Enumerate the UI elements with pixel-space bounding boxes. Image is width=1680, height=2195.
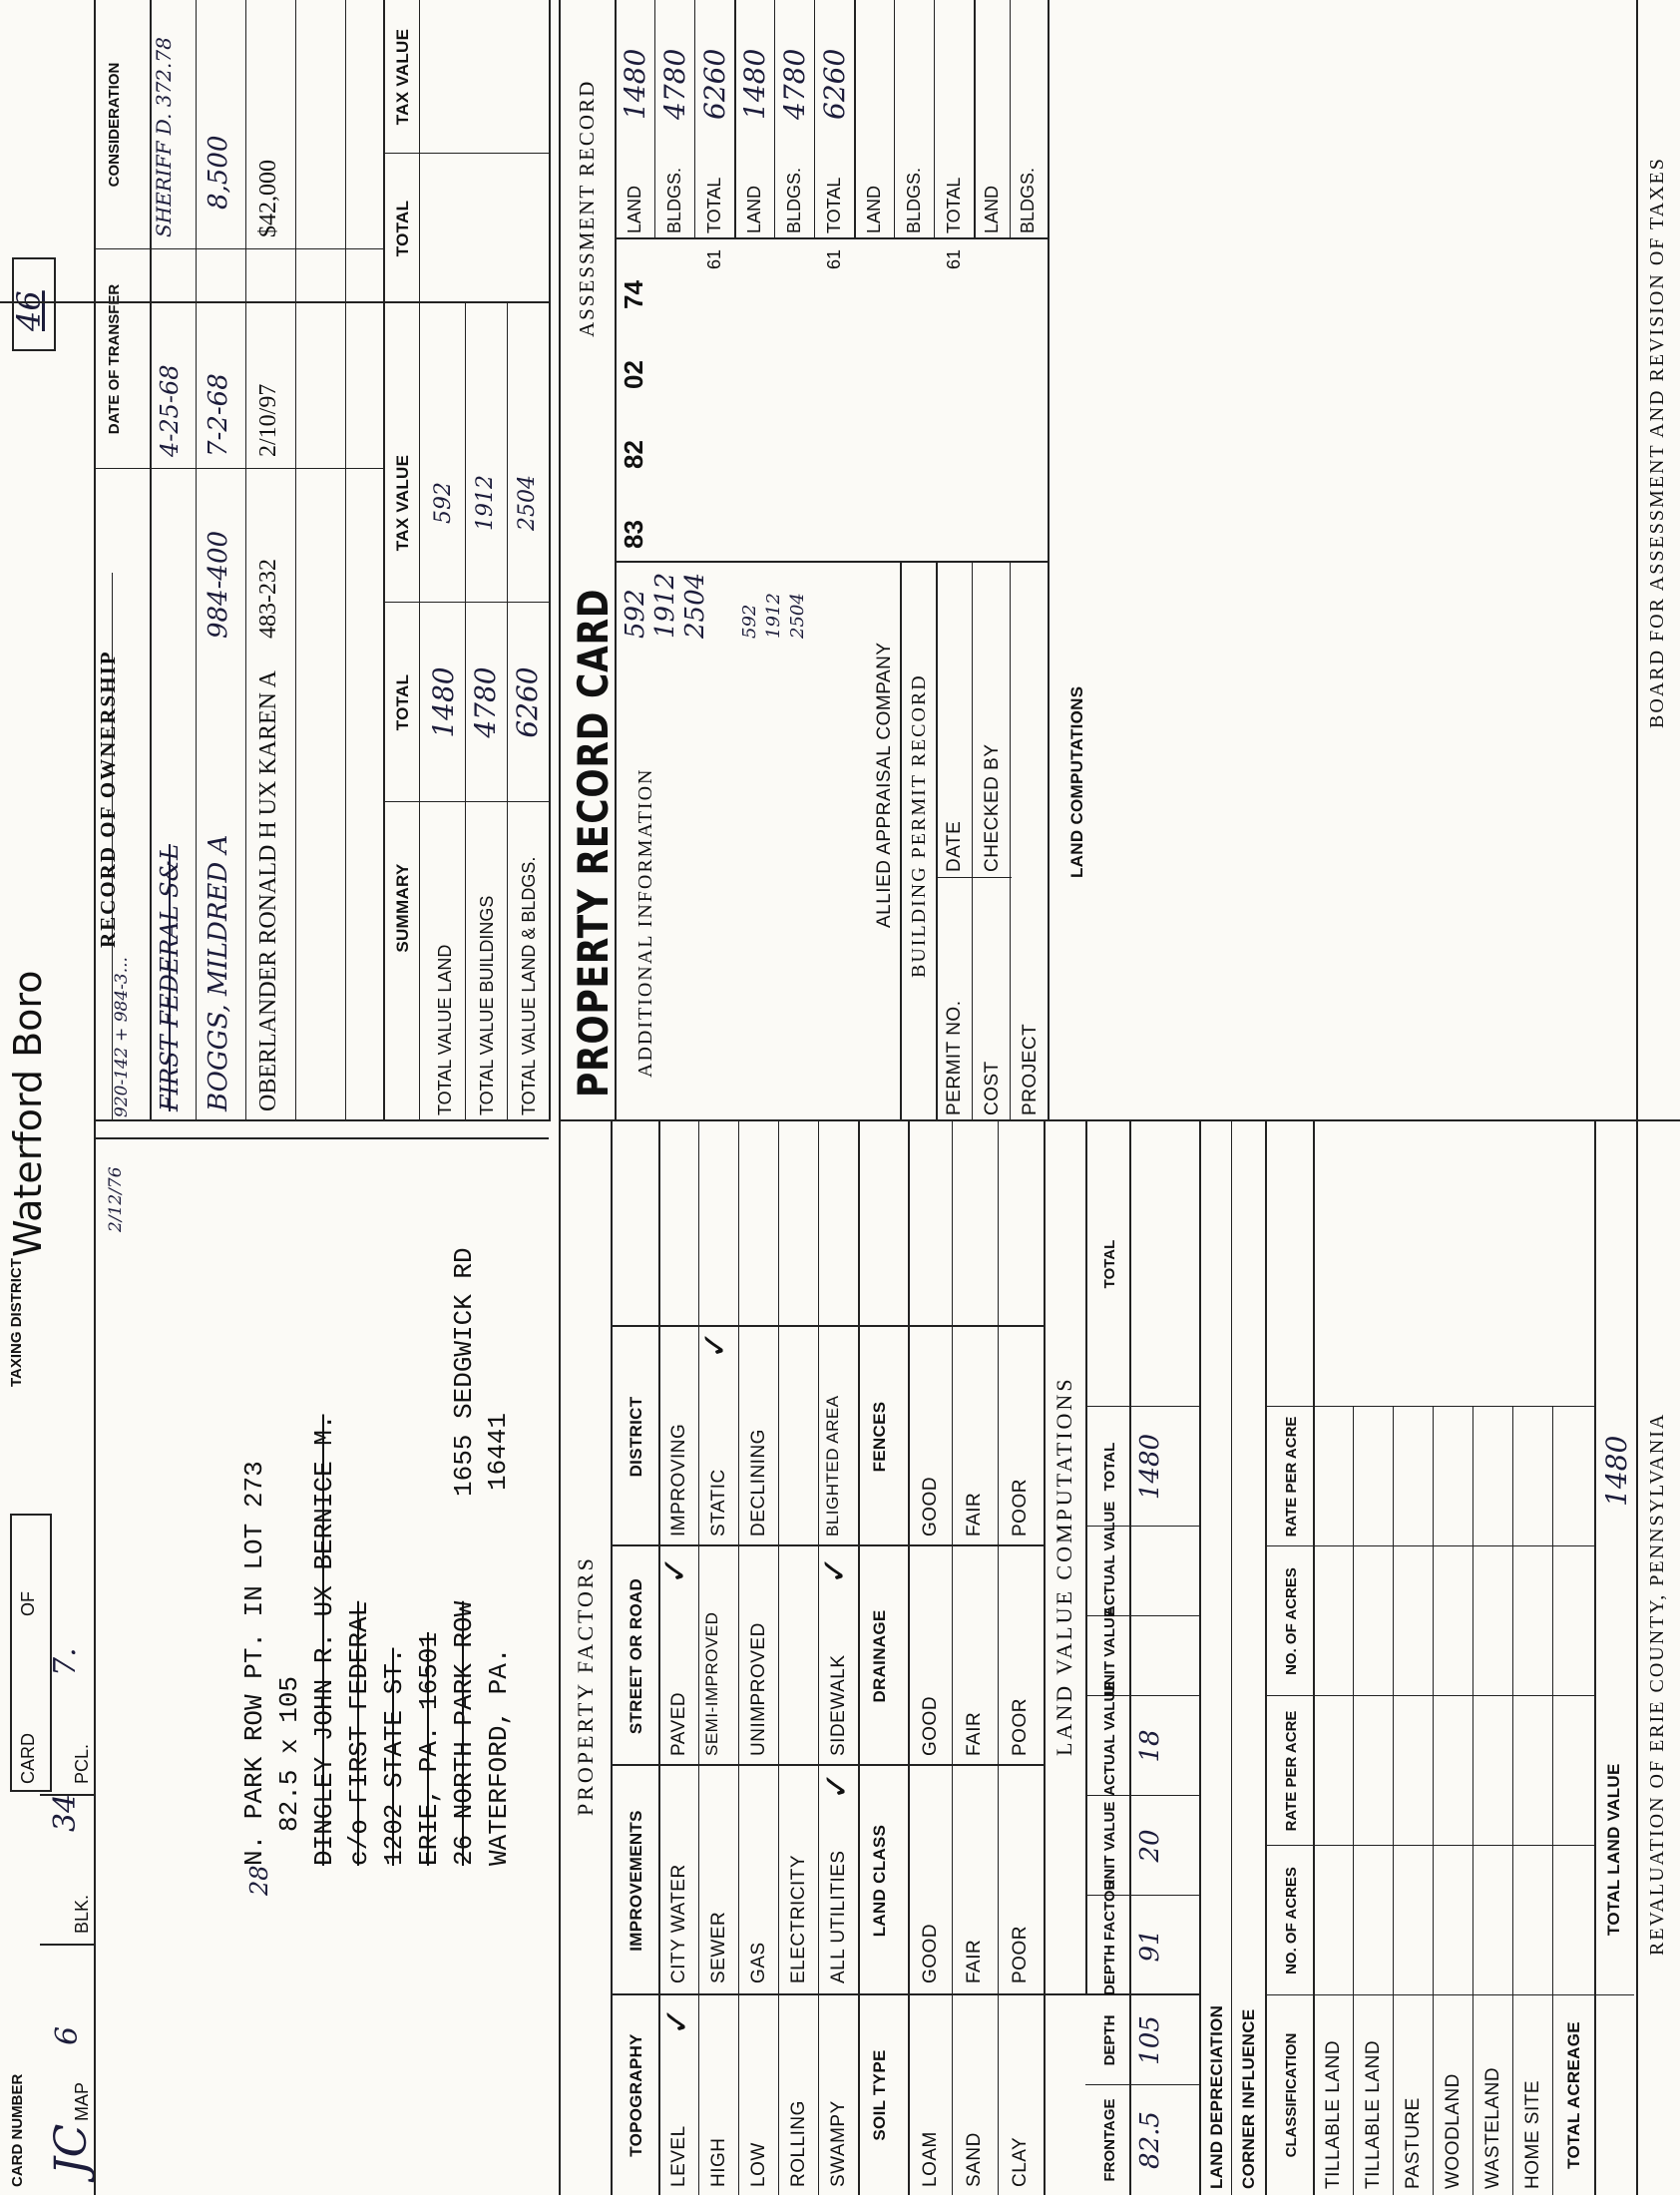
- owner-consideration-1: SHERIFF D. 372.78: [152, 37, 176, 237]
- prior-owner: DINGLEY JOHN R. UX BERNICE M.: [309, 1414, 339, 1866]
- improvement-sewer: SEWER: [708, 1911, 729, 1983]
- col-total: TOTAL: [1101, 1442, 1118, 1492]
- street-header: STREET OR ROAD: [627, 1577, 645, 1735]
- soil-clay: CLAY: [1010, 2136, 1031, 2187]
- soil-loam: LOAM: [920, 2131, 941, 2187]
- year-prefix-1: 61: [704, 248, 724, 269]
- property-factors-title: PROPERTY FACTORS: [573, 1555, 598, 1816]
- additional-values-2: [738, 593, 810, 639]
- owner-name-3: OBERLANDER RONALD H UX KAREN A: [255, 670, 281, 1111]
- district-declining: DECLINING: [748, 1429, 769, 1536]
- add-value-1: 592: [621, 589, 650, 639]
- owner-consideration-3: $42,000: [255, 160, 281, 237]
- street-sidewalk: SIDEWALK: [828, 1654, 849, 1756]
- summary-tax-header: TAX VALUE: [393, 454, 412, 552]
- col-depth: DEPTH: [1101, 2014, 1118, 2066]
- summary-all-label: TOTAL VALUE LAND & BLDGS.: [519, 856, 539, 1115]
- col-actual-value: ACTUAL VALUE: [1101, 1680, 1118, 1796]
- prior-city: ERIE, PA. 16501: [414, 1631, 444, 1866]
- fences-poor: POOR: [1010, 1479, 1031, 1536]
- drainage-poor: POOR: [1010, 1698, 1031, 1756]
- street-semi-improved: SEMI-IMPROVED: [702, 1611, 721, 1756]
- owner-consideration-2: 8,500: [204, 135, 233, 210]
- assessment-land-3: LAND: [864, 185, 884, 233]
- assessment-stamps: [619, 243, 758, 559]
- ownership-title: RECORD OF OWNERSHIP: [96, 650, 120, 948]
- assessment-total-1: TOTAL: [704, 177, 724, 233]
- district-static: STATIC: [708, 1469, 729, 1536]
- improvement-city-water: CITY WATER: [668, 1864, 689, 1983]
- total-land-value: 1480: [1600, 1435, 1633, 1507]
- class-home-site: HOME SITE: [1522, 2079, 1543, 2189]
- owner-date-3: 2/10/97: [255, 383, 281, 457]
- assessment-total-2: TOTAL: [824, 177, 844, 233]
- stamp-year-2: 82: [619, 440, 648, 469]
- fences-good: GOOD: [920, 1476, 941, 1536]
- owner-date-2: 7-2-68: [204, 373, 233, 457]
- col-acres: NO. OF ACRES: [1283, 1867, 1300, 1975]
- assess-total-value-2: 6260: [818, 48, 851, 120]
- prior-care-of: c/o FIRST FEDERAL: [344, 1600, 374, 1866]
- assess-total-value-1: 6260: [698, 48, 731, 120]
- add-value-2: 1912: [650, 572, 680, 639]
- topo-high: HIGH: [708, 2137, 729, 2187]
- total-acreage-label: TOTAL ACREAGE: [1564, 2021, 1583, 2169]
- topo-low: LOW: [748, 2142, 769, 2187]
- drainage-good: GOOD: [920, 1695, 941, 1756]
- permit-date-label: DATE: [944, 820, 965, 872]
- depth-value: 105: [1135, 2015, 1165, 2065]
- taxing-district-label: TAXING DISTRICT: [8, 1258, 25, 1387]
- land-depreciation-label: LAND DEPRECIATION: [1207, 2004, 1226, 2189]
- assessment-bldgs-3: BLDGS.: [904, 167, 924, 233]
- class-pasture: PASTURE: [1403, 2097, 1424, 2189]
- actual-value: 18: [1135, 1729, 1165, 1763]
- permit-cost-label: COST: [982, 1061, 1003, 1115]
- class-woodland: WOODLAND: [1443, 2073, 1464, 2189]
- new-address: 1655 SEDGWICK RD: [449, 1247, 479, 1497]
- stamp-year-1: 83: [619, 520, 648, 549]
- assess-land-value-1: 1480: [619, 48, 651, 120]
- add-value-5: 1912: [763, 593, 784, 639]
- map-value: 6: [50, 2025, 85, 2045]
- owner-name-2: BOGGS, MILDRED A: [204, 834, 233, 1111]
- topo-level: LEVEL: [668, 2125, 689, 2187]
- drainage-header: DRAINAGE: [870, 1609, 889, 1703]
- prior-address: 26 NORTH PARK ROW: [449, 1600, 479, 1866]
- fences-fair: FAIR: [964, 1492, 985, 1536]
- of-label: OF: [18, 1591, 38, 1616]
- side-date: 2/12/76: [106, 1166, 126, 1232]
- permit-title: BUILDING PERMIT RECORD: [908, 673, 930, 978]
- taxing-district-value: Waterford Boro: [6, 970, 50, 1257]
- summary-bldgs-total: 4780: [469, 666, 502, 738]
- paved-check: ✓: [655, 1555, 695, 1584]
- col-unit-value-2: UNIT VALUE: [1101, 1607, 1118, 1696]
- card-number-box: 46: [10, 290, 48, 331]
- frontage-value: 82.5: [1135, 2111, 1165, 2169]
- district-header: DISTRICT: [627, 1396, 645, 1478]
- year-prefix-2: 61: [824, 248, 844, 269]
- assess-bldgs-value-2: 4780: [778, 48, 811, 120]
- summary-bldgs-tax: 1912: [473, 475, 498, 531]
- consideration-header: CONSIDERATION: [106, 62, 123, 188]
- assessment-title: ASSESSMENT RECORD: [575, 79, 599, 337]
- map-label: MAP: [72, 2081, 92, 2121]
- landclass-good: GOOD: [920, 1923, 941, 1983]
- soil-header: SOIL TYPE: [870, 2049, 889, 2141]
- col-rate: RATE PER ACRE: [1283, 1710, 1300, 1832]
- all-utilities-check: ✓: [817, 1771, 857, 1800]
- stamp-year-4: 74: [619, 280, 648, 309]
- street-paved: PAVED: [668, 1691, 689, 1756]
- topo-rolling: ROLLING: [788, 2100, 809, 2187]
- record-card-title: PROPERTY RECORD CARD: [569, 588, 618, 1098]
- col-depth-factor: DEPTH FACTOR: [1101, 1879, 1118, 1995]
- col-actual-value-2: ACTUAL VALUE: [1101, 1501, 1118, 1616]
- improvement-gas: GAS: [748, 1942, 769, 1983]
- assessment-bldgs-1: BLDGS.: [664, 167, 684, 233]
- col-total-2: TOTAL: [1101, 1239, 1118, 1289]
- assessment-land-1: LAND: [625, 185, 644, 233]
- assessment-land-4: LAND: [982, 185, 1002, 233]
- static-check: ✓: [695, 1330, 735, 1359]
- improvement-all-utilities: ALL UTILITIES: [828, 1850, 849, 1983]
- land-value-title: LAND VALUE COMPUTATIONS: [1051, 1376, 1076, 1756]
- total-land-value-label: TOTAL LAND VALUE: [1604, 1763, 1623, 1936]
- lot-dimensions: 82.5 x 105: [274, 1675, 304, 1832]
- add-value-3: 2504: [680, 572, 710, 639]
- pcl-value: 7.: [48, 1647, 83, 1676]
- col-classification: CLASSIFICATION: [1283, 2032, 1300, 2158]
- topography-header: TOPOGRAPHY: [627, 2033, 645, 2157]
- summary-all-total: 6260: [511, 666, 544, 738]
- assessment-land-2: LAND: [744, 185, 764, 233]
- stamp-year-3: 02: [619, 360, 648, 389]
- card-label: CARD: [18, 1732, 38, 1784]
- soil-sand: SAND: [964, 2132, 985, 2187]
- district-improving: IMPROVING: [668, 1423, 689, 1536]
- permit-no-label: PERMIT NO.: [944, 1000, 965, 1115]
- assess-bldgs-value-1: 4780: [658, 48, 691, 120]
- city-state: WATERFORD, PA.: [484, 1647, 514, 1866]
- land-computations-label: LAND COMPUTATIONS: [1067, 685, 1086, 878]
- topo-level-check: ✓: [657, 2006, 697, 2035]
- class-tillable-2: TILLABLE LAND: [1363, 2039, 1384, 2189]
- blk-label: BLK.: [72, 1894, 92, 1934]
- summary-all-tax: 2504: [515, 475, 540, 531]
- owner-name-1: FIRST FEDERAL S&L: [156, 844, 184, 1111]
- owner-ref-3: 483-232: [255, 559, 281, 639]
- legal-description: N. PARK ROW PT. IN LOT 273: [239, 1461, 269, 1866]
- house-number-note: 28: [245, 1865, 273, 1896]
- prior-street: 1202 STATE ST.: [379, 1647, 409, 1866]
- add-value-4: 592: [739, 604, 760, 639]
- unit-value: 20: [1135, 1829, 1165, 1863]
- assess-land-value-2: 1480: [738, 48, 771, 120]
- handwritten-initials: JC: [46, 2123, 97, 2175]
- col-rate-2: RATE PER ACRE: [1283, 1416, 1300, 1537]
- owner-date-1: 4-25-68: [156, 364, 184, 457]
- topo-swampy: SWAMPY: [828, 2100, 849, 2187]
- assessment-bldgs-2: BLDGS.: [784, 167, 804, 233]
- class-tillable-1: TILLABLE LAND: [1323, 2039, 1344, 2189]
- summary-land-tax: 592: [431, 482, 456, 524]
- depth-factor-value: 91: [1135, 1929, 1165, 1963]
- additional-values: [621, 573, 710, 639]
- street-unimproved: UNIMPROVED: [748, 1622, 769, 1756]
- district-blighted: BLIGHTED AREA: [823, 1395, 842, 1536]
- col-acres-2: NO. OF ACRES: [1283, 1567, 1300, 1675]
- new-zip: 16441: [483, 1412, 513, 1491]
- improvement-electricity: ELECTRICITY: [788, 1854, 809, 1983]
- right-tax-header: TAX VALUE: [393, 28, 412, 126]
- permit-checked-label: CHECKED BY: [982, 743, 1003, 872]
- footer-left: REVALUATION OF ERIE COUNTY, PENNSYLVANIA: [1646, 1412, 1668, 1956]
- pcl-label: PCL.: [72, 1743, 92, 1784]
- ownership-annotation: 920-142 + 984-3...: [112, 957, 132, 1117]
- owner-ref-2: 984-400: [204, 530, 233, 639]
- card-number-label: CARD NUMBER: [9, 2073, 26, 2187]
- fences-header: FENCES: [870, 1401, 889, 1473]
- landclass-poor: POOR: [1010, 1926, 1031, 1983]
- blk-value: 34: [48, 1793, 83, 1832]
- landclass-fair: FAIR: [964, 1939, 985, 1983]
- summary-total-header: TOTAL: [393, 673, 412, 731]
- sidewalk-check: ✓: [815, 1555, 855, 1584]
- class-wasteland: WASTELAND: [1482, 2066, 1503, 2189]
- col-frontage: FRONTAGE: [1101, 2098, 1118, 2182]
- landclass-header: LAND CLASS: [870, 1824, 889, 1938]
- footer-right: BOARD FOR ASSESSMENT AND REVISION OF TAXES: [1646, 157, 1668, 728]
- improvements-header: IMPROVEMENTS: [627, 1810, 645, 1952]
- row-total-value: 1480: [1135, 1433, 1165, 1501]
- assessment-total-3: TOTAL: [944, 177, 964, 233]
- year-prefix-3: 61: [944, 248, 964, 269]
- additional-info-label: ADDITIONAL INFORMATION: [634, 767, 656, 1078]
- date-transfer-header: DATE OF TRANSFER: [106, 283, 123, 435]
- summary-bldgs-label: TOTAL VALUE BUILDINGS: [477, 895, 497, 1115]
- col-unit-value: UNIT VALUE: [1101, 1801, 1118, 1891]
- add-value-6: 2504: [787, 593, 808, 639]
- summary-land-total: 1480: [427, 666, 460, 738]
- right-total-header: TOTAL: [393, 200, 412, 257]
- permit-project-label: PROJECT: [1020, 1023, 1041, 1115]
- assessment-bldgs-4: BLDGS.: [1018, 167, 1038, 233]
- summary-land-label: TOTAL VALUE LAND: [435, 944, 455, 1115]
- summary-title: SUMMARY: [393, 863, 412, 953]
- drainage-fair: FAIR: [964, 1711, 985, 1756]
- corner-influence-label: CORNER INFLUENCE: [1239, 2008, 1258, 2189]
- company-name: ALLIED APPRAISAL COMPANY: [874, 642, 895, 928]
